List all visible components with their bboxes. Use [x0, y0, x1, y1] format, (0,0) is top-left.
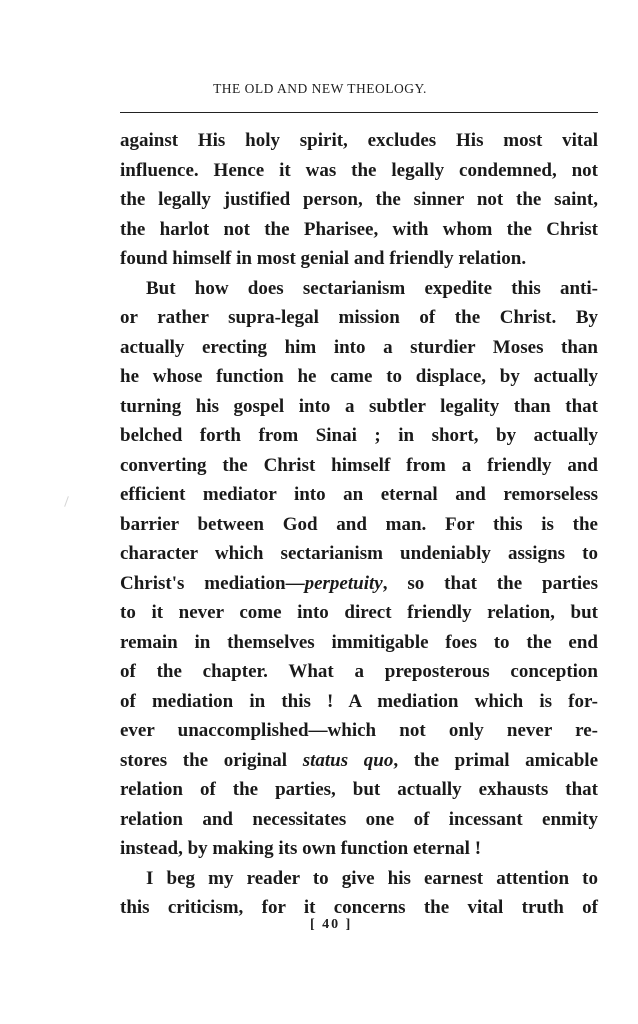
text-line-7: or rather supra-legal mission of the Christ. By [120, 307, 598, 328]
running-head: THE OLD AND NEW THEOLOGY. [213, 81, 427, 96]
text-line-25: instead, by making its own function eternal ! [120, 838, 482, 859]
text-line-17: to it never come into direct friendly relation, but [120, 602, 598, 623]
text-line-12: converting the Christ himself from a friendly and [120, 454, 598, 476]
text-line-10: turning his gospel into a subtler legality than that [120, 395, 598, 417]
paper-speck [64, 496, 69, 507]
text-line-2: influence. Hence it was the legally condemned, not [120, 159, 598, 181]
text-line-3: the legally justified person, the sinner not the saint, [120, 189, 598, 210]
text-line-8: actually erecting him into a sturdier Moses than [120, 336, 598, 358]
text-line-1: against His holy spirit, excludes His most vital [120, 130, 598, 151]
text-line-4: the harlot not the Pharisee, with whom the Christ [120, 218, 598, 240]
italic-status-quo: status quo [302, 749, 394, 771]
text-line-15: character which sectarianism undeniably assigns to [120, 543, 598, 564]
text-line-18: remain in themselves immitigable foes to the end [120, 631, 598, 653]
text-line-22: stores the original status quo, the primal amicable [120, 749, 599, 771]
page-number: [ 40 ] [310, 917, 353, 932]
text-line-6: But how does sectarianism expedite this anti- [146, 277, 598, 299]
text-line-11: belched forth from Sinai ; in short, by actually [120, 425, 598, 446]
text-line-21: ever unaccomplished—which not only never re- [120, 720, 598, 741]
text-line-27: this criticism, for it concerns the vital truth of [120, 897, 598, 918]
text-line-20: of mediation in this ! A mediation which is for- [120, 690, 598, 712]
italic-perpetuity: perpetuity [304, 572, 383, 594]
text-line-5: found himself in most genial and friendly relation. [120, 248, 527, 269]
text-line-19: of the chapter. What a preposterous conception [120, 661, 598, 682]
text-line-14: barrier between God and man. For this is the [120, 513, 598, 535]
body-text [120, 126, 598, 923]
text-line-24: relation and necessitates one of incessant enmity [120, 808, 598, 830]
text-line-9: he whose function he came to displace, by actually [120, 366, 598, 387]
header-rule [120, 112, 598, 113]
text-line-16: Christ's mediation—perpetuity, so that the parties [120, 572, 598, 594]
text-line-13: efficient mediator into an eternal and remorseless [120, 484, 598, 505]
text-line-23: relation of the parties, but actually exhausts that [120, 779, 598, 800]
text-line-26: I beg my reader to give his earnest attention to [146, 867, 598, 889]
